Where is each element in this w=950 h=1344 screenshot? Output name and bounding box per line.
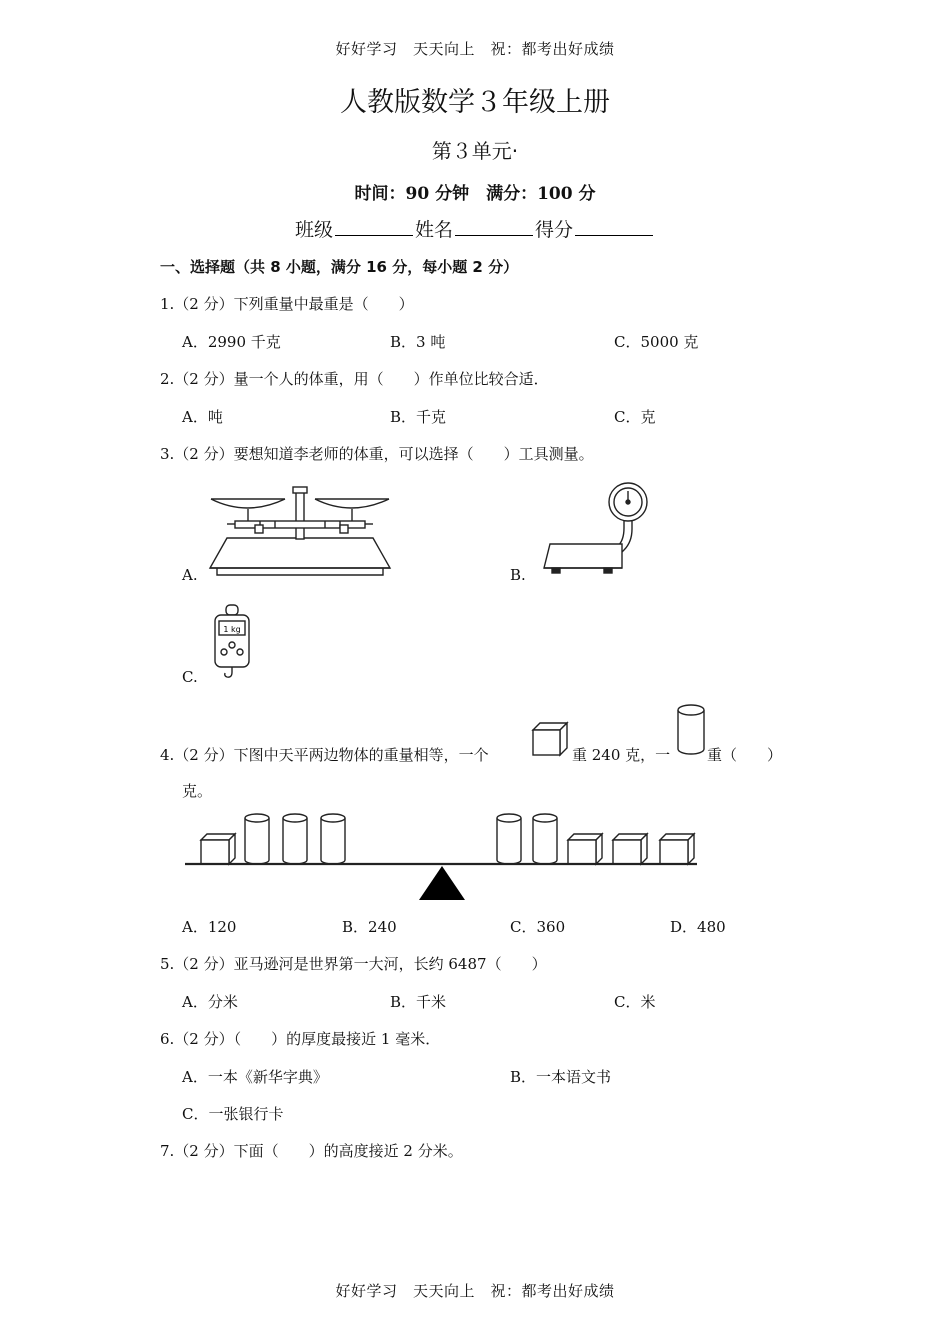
- balance-scale-image: [205, 485, 395, 580]
- class-label: 班级: [294, 219, 333, 241]
- student-info-line: [0, 215, 950, 242]
- cylinder-icon: [676, 704, 706, 756]
- q3-option-c[interactable]: C.: [182, 668, 198, 686]
- balance-seesaw-diagram: [185, 812, 700, 902]
- q2-option-b[interactable]: B．千克: [390, 408, 447, 426]
- q4-option-b[interactable]: B．240: [342, 918, 397, 936]
- q6-option-b[interactable]: B．一本语文书: [510, 1068, 612, 1086]
- question-3: 3.（2 分）要想知道李老师的体重，可以选择（ ）工具测量。: [160, 445, 594, 463]
- question-6: 6.（2 分）（ ）的厚度最接近 1 毫米．: [160, 1030, 441, 1048]
- q5-option-b[interactable]: B．千米: [390, 993, 447, 1011]
- question-4-part-b: 重 240 克，一: [572, 746, 671, 764]
- q4-option-d[interactable]: D．480: [670, 918, 726, 936]
- question-4-part-c: 重（ ）: [707, 746, 783, 764]
- question-1: 1.（2 分）下列重量中最重是（ ）: [160, 295, 414, 313]
- q1-option-a[interactable]: A．2990 千克: [182, 333, 281, 351]
- question-4-part-d: 克。: [182, 782, 213, 800]
- q2-option-a[interactable]: A．吨: [182, 408, 223, 426]
- q5-option-c[interactable]: C．米: [614, 993, 656, 1011]
- question-7: 7.（2 分）下面（ ）的高度接近 2 分米。: [160, 1142, 463, 1160]
- q2-option-c[interactable]: C．克: [614, 408, 656, 426]
- q4-option-c[interactable]: C．360: [510, 918, 566, 936]
- q1-option-c[interactable]: C．5000 克: [614, 333, 699, 351]
- score-blank[interactable]: [575, 217, 653, 236]
- class-blank[interactable]: [335, 217, 413, 236]
- question-2: 2.（2 分）量一个人的体重，用（ ）作单位比较合适．: [160, 370, 549, 388]
- page-title: 人教版数学３年级上册: [340, 87, 610, 118]
- question-5: 5.（2 分）亚马逊河是世界第一大河，长约 6487（ ）: [160, 955, 547, 973]
- q5-option-a[interactable]: A．分米: [182, 993, 238, 1011]
- q6-option-c[interactable]: C．一张银行卡: [182, 1105, 284, 1123]
- q6-option-a[interactable]: A．一本《新华字典》: [182, 1068, 328, 1086]
- hanging-scale-label: 1 kg: [223, 625, 241, 634]
- q3-option-b[interactable]: B.: [510, 566, 526, 584]
- time-score-line: 时间：90 分钟 满分：100 分: [354, 184, 596, 204]
- hanging-scale-image: [212, 604, 252, 680]
- platform-scale-image: [540, 482, 640, 580]
- q4-option-a[interactable]: A．120: [182, 918, 237, 936]
- name-label: 姓名: [414, 219, 453, 241]
- q3-option-a[interactable]: A.: [182, 566, 198, 584]
- section-heading: 一、选择题（共 8 小题，满分 16 分，每小题 2 分）: [160, 258, 519, 276]
- unit-title: 第３单元·: [431, 139, 519, 163]
- header-motto: 好好学习 天天向上 祝：都考出好成绩: [335, 40, 615, 58]
- question-4-part-a: 4.（2 分）下图中天平两边物体的重量相等，一个: [160, 746, 489, 764]
- name-blank[interactable]: [455, 217, 533, 236]
- footer-motto: 好好学习 天天向上 祝：都考出好成绩: [335, 1282, 615, 1300]
- score-label: 得分: [535, 219, 574, 241]
- cube-icon: [531, 721, 569, 757]
- q1-option-b[interactable]: B．3 吨: [390, 333, 446, 351]
